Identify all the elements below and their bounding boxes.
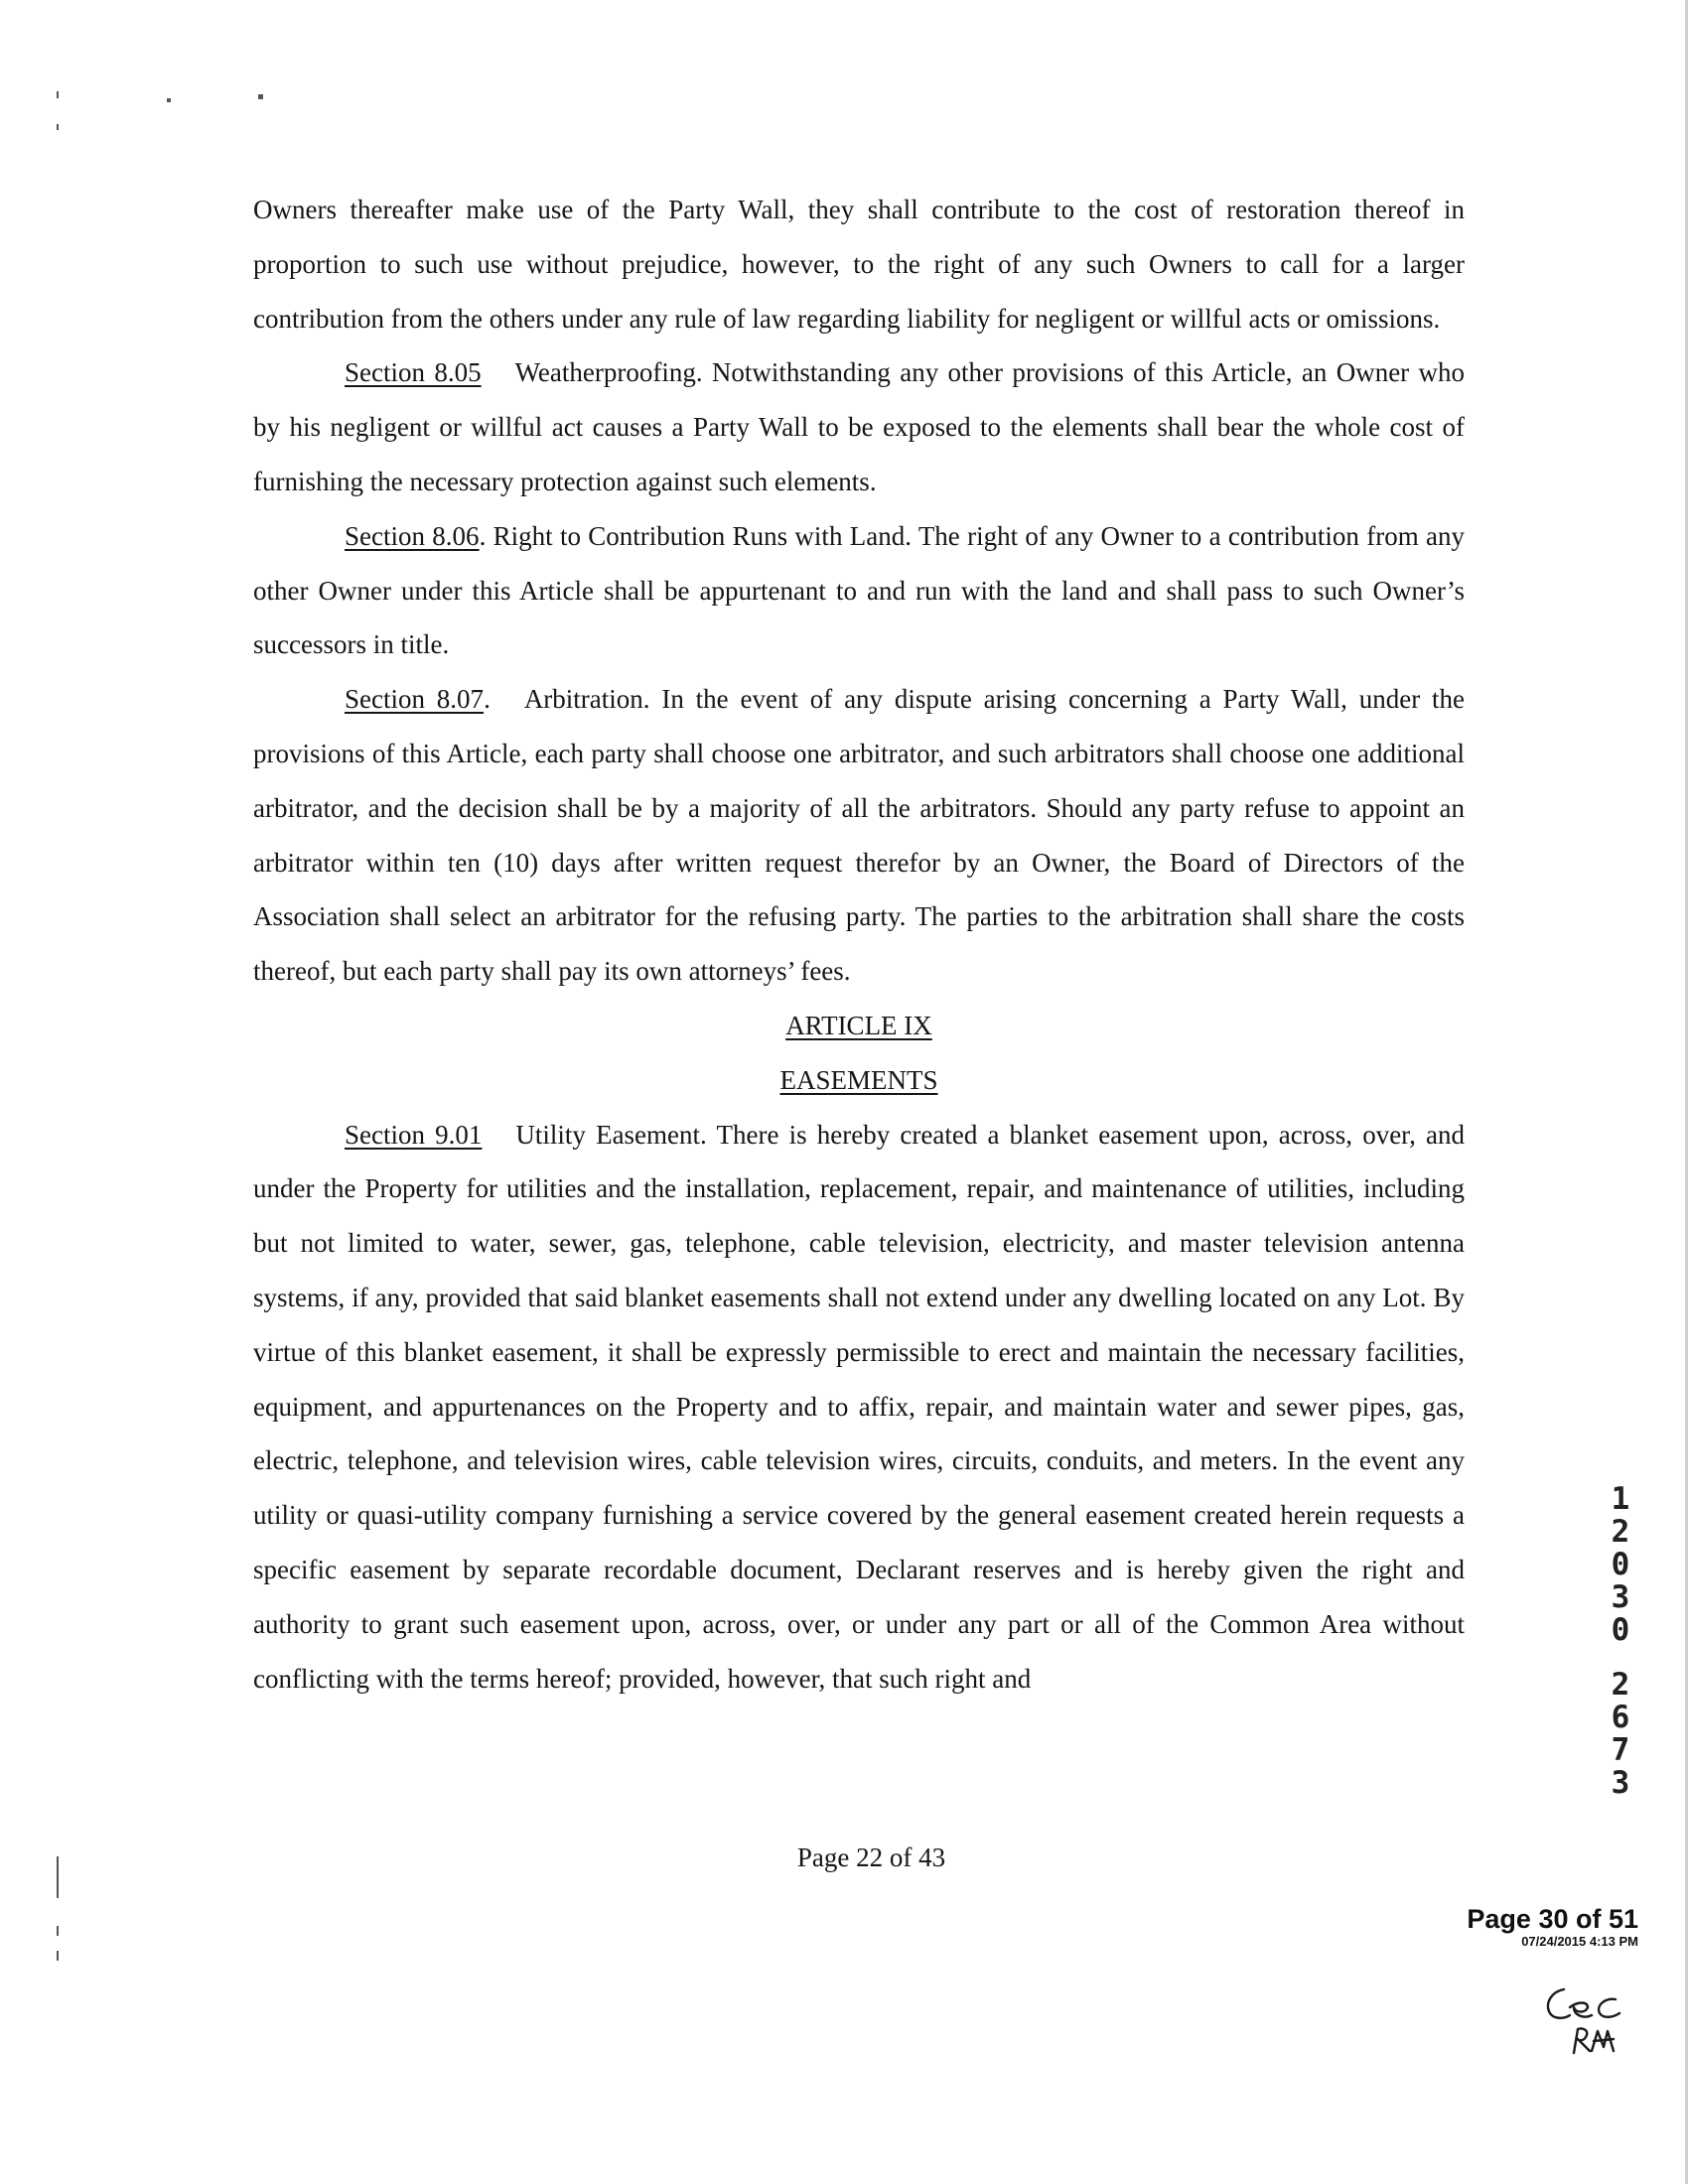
section-title: Utility Easement. <box>515 1119 707 1150</box>
scan-speck <box>57 91 59 98</box>
scan-speck <box>167 98 171 102</box>
paragraph-party-wall-continuation <box>253 183 1465 345</box>
stamp-digit: 7 <box>1611 1732 1630 1768</box>
scan-speck <box>258 94 263 99</box>
document-body <box>253 183 1465 1706</box>
scan-speck <box>57 124 59 130</box>
recording-number-stamp <box>1601 1483 1640 1800</box>
stamp-digit: 0 <box>1611 1547 1630 1582</box>
recorder-stamp <box>1410 1904 1638 1950</box>
stamp-digit: 6 <box>1611 1700 1630 1735</box>
section-number: Section 8.07 <box>345 684 485 715</box>
stamp-digit: 2 <box>1611 1514 1630 1550</box>
stamp-digit: 0 <box>1611 1612 1630 1648</box>
paragraph-section-8-05 <box>253 345 1465 508</box>
section-number: Section 9.01 <box>345 1119 483 1150</box>
section-title: Weatherproofing. <box>514 357 703 388</box>
paragraph-section-8-06: Section 8.06. Right to Contribution Runs with Land. The right of any Owner to a contribution from any other Owner under this Article shall be appurtenant to and run with the land and shall pass to such Owner’s successors in title. <box>253 520 1466 660</box>
recorder-timestamp: 07/24/2015 4:13 PM <box>1521 1934 1638 1949</box>
section-text: Notwithstanding any other provisions of this Article, an Owner who by his negligent or willful act causes a Party Wall to be exposed to the elements shall bear the whole cost of furnishing the necessary protection against such elements. <box>253 357 1465 496</box>
stamp-digit: 2 <box>1611 1667 1630 1703</box>
recorder-page-count: Page 30 of 51 <box>1467 1904 1638 1934</box>
section-text: The right of any Owner to a contribution from any other Owner under this Article shall be appurtenant to and run with the land and shall pass to such Owner’s successors in title. <box>253 520 1466 660</box>
article-title-heading: EASEMENTS <box>779 1064 938 1095</box>
section-number: Section 8.05 <box>345 357 482 388</box>
paragraph-section-8-07: Section 8.07. Arbitration. In the event of any dispute arising concerning a Party Wall, under the provisions of this Article, each party shall choose one arbitrator, and such arbitrators shall choose one additional arbitrator, and the decision shall be by a majority of all the arbitrators. Should any party refuse to appoint an arbitrator within ten (10) days after written request therefor by an Owner, the Board of Directors of the Association shall select an arbitrator for the refusing party. The parties to the arbitration shall share the costs thereof, but each party shall pay its own attorneys’ fees. <box>253 684 1466 987</box>
scan-speck <box>57 1926 59 1936</box>
handwritten-initials-icon <box>1534 1981 1638 2061</box>
paragraph-section-9-01 <box>253 1108 1465 1706</box>
section-text: There is hereby created a blanket easement upon, across, over, and under the Property for utilities and the installation, replacement, repair, and maintenance of utilities, including but not limited to water, sewer, gas, telephone, cable television, electricity, and master television antenna systems, if any, provided that said blanket easements shall not extend under any dwelling located on any Lot. By virtue of this blanket easement, it shall be expressly permissible to erect and maintain the necessary facilities, equipment, and appurtenances on the Property and to affix, repair, and maintain water and sewer pipes, gas, electric, telephone, and television wires, cable television wires, circuits, conduits, and meters. In the event any utility or quasi-utility company furnishing a service covered by the general easement created herein requests a specific easement by separate recordable document, Declarant reserves and is hereby given the right and authority to grant such easement upon, across, over, or under any part or all of the Common Area without conflicting with the terms hereof; provided, however, that such right and <box>253 1119 1465 1694</box>
section-text: In the event of any dispute arising concerning a Party Wall, under the provisions of this Article, each party shall choose one arbitrator, and such arbitrators shall choose one additional arbitrator, and the decision shall be by a majority of all the arbitrators. Should any party refuse to appoint an arbitrator within ten (10) days after written request therefor by an Owner, the Board of Directors of the Association shall select an arbitrator for the refusing party. The parties to the arbitration shall share the costs thereof, but each party shall pay its own attorneys’ fees. <box>253 684 1466 987</box>
section-number: Section 8.06 <box>345 520 480 551</box>
scan-speck <box>57 1951 59 1961</box>
page-number-footer: Page 22 of 43 <box>796 1843 946 1872</box>
paragraph-text: Owners thereafter make use of the Party Wall, they shall contribute to the cost of restoration thereof in proportion to such use without prejudice, however, to the right of any such Owners to call for a larger contribution from the others under any rule of law regarding liability for negligent or willful acts or omissions. <box>253 195 1465 334</box>
article-number-heading: ARTICLE IX <box>785 1010 932 1040</box>
stamp-digit: 1 <box>1611 1481 1630 1517</box>
stamp-digit: 3 <box>1611 1765 1630 1801</box>
section-title: Arbitration. <box>523 684 650 715</box>
stamp-digit: 3 <box>1611 1579 1630 1615</box>
section-title: Right to Contribution Runs with Land. <box>492 520 912 551</box>
